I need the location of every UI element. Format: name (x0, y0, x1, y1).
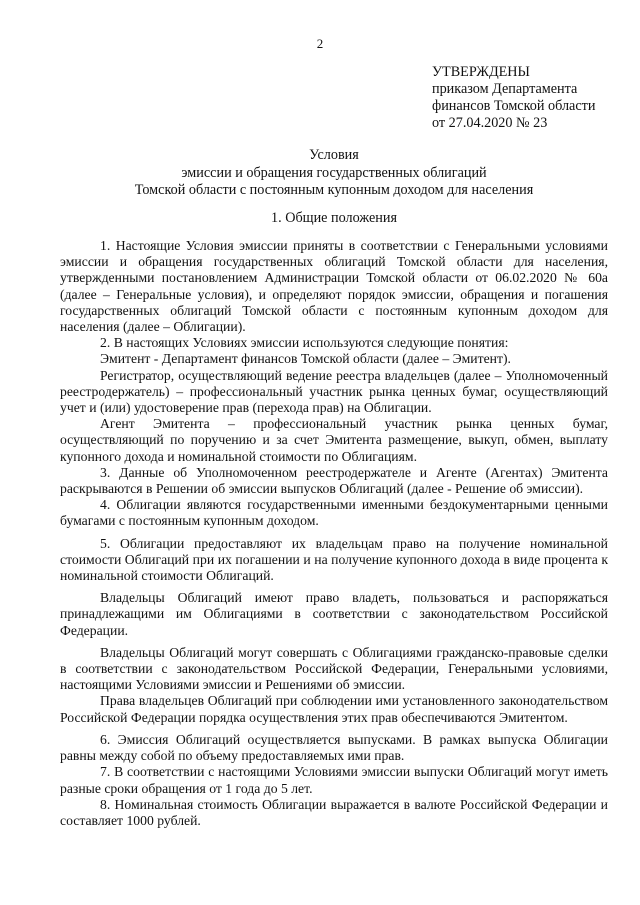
paragraph: 8. Номинальная стоимость Облигации выражается в валюте Российской Федерации и составляет 1000 рублей. (60, 796, 608, 828)
paragraph: Владельцы Облигаций могут совершать с Облигациями гражданско-правовые сделки в соответствии с законодательством Российской Федерации, Генеральными условиями, настоящими Условиями эмиссии и Решениями об эмиссии. (60, 644, 608, 693)
paragraph: 4. Облигации являются государственными именными бездокументарными ценными бумагами с постоянным купонным доходом. (60, 497, 608, 529)
title-line-2: эмиссии и обращения государственных облигаций (181, 164, 487, 181)
section-heading: 1. Общие положения (271, 210, 397, 226)
paragraph: Агент Эмитента – профессиональный участник рынка ценных бумаг, осуществляющий по поручению и за счет Эмитента размещение, выкуп, обмен, выплату купонного дохода и номинальной стоимости по Облигациям. (60, 416, 608, 464)
paragraph: 6. Эмиссия Облигаций осуществляется выпусками. В рамках выпуска Облигации равны между собой по объему предоставляемых ими прав. (60, 731, 608, 764)
paragraph: Эмитент - Департамент финансов Томской области (далее – Эмитент). (100, 351, 511, 367)
paragraph: 3. Данные об Уполномоченном реестродержателе и Агенте (Агентах) Эмитента раскрываются в Решении об эмиссии выпусков Облигаций (далее - Решение об эмиссии). (60, 464, 608, 497)
page-number: 2 (316, 36, 324, 51)
paragraph: 2. В настоящих Условиях эмиссии используются следующие понятия: (100, 335, 509, 351)
paragraph: 1. Настоящие Условия эмиссии приняты в соответствии с Генеральными условиями эмиссии и обращения государственных облигаций Томской области для населения, утвержденными постановлением Администрации Томской области от 06.02.2020 № 60а (далее – Генеральные условия), и определяют порядок эмиссии, обращения и погашения государственных облигаций Томской области с постоянным купонным доходом для населения (далее – Облигации). (60, 238, 608, 335)
title-line-1: Условия (309, 147, 359, 163)
document-body (60, 238, 608, 829)
paragraph: Права владельцев Облигаций при соблюдении ими установленного законодательством Российской Федерации порядка осуществления этих прав обеспечиваются Эмитентом. (60, 693, 608, 725)
approval-line-3: финансов Томской области (432, 98, 596, 114)
paragraph: 5. Облигации предоставляют их владельцам право на получение номинальной стоимости Облигаций при их погашении и на получение купонного дохода в виде процента к номинальной стоимости Облигаций. (60, 535, 608, 584)
approval-line-2: приказом Департамента (432, 81, 578, 97)
paragraph: 7. В соответствии с настоящими Условиями эмиссии выпуски Облигаций могут иметь разные сроки обращения от 1 года до 5 лет. (60, 764, 608, 796)
title-line-3: Томской области с постоянным купонным доходом для населения (134, 182, 534, 198)
document-title (60, 147, 608, 200)
paragraph: Регистратор, осуществляющий ведение реестра владельцев (далее – Уполномоченный реестродержатель) – профессиональный участник рынка ценных бумаг, осуществляющий учет и (или) удостоверение прав (перехода прав) на Облигации. (60, 367, 608, 416)
paragraph: Владельцы Облигаций имеют право владеть, пользоваться и распоряжаться принадлежащими им Облигациями в соответствии с законодательством Российской Федерации. (60, 590, 608, 638)
approval-line-4: от 27.04.2020 № 23 (432, 115, 548, 131)
approval-stamp (432, 64, 595, 132)
approval-line-1: УТВЕРЖДЕНЫ (432, 64, 530, 80)
